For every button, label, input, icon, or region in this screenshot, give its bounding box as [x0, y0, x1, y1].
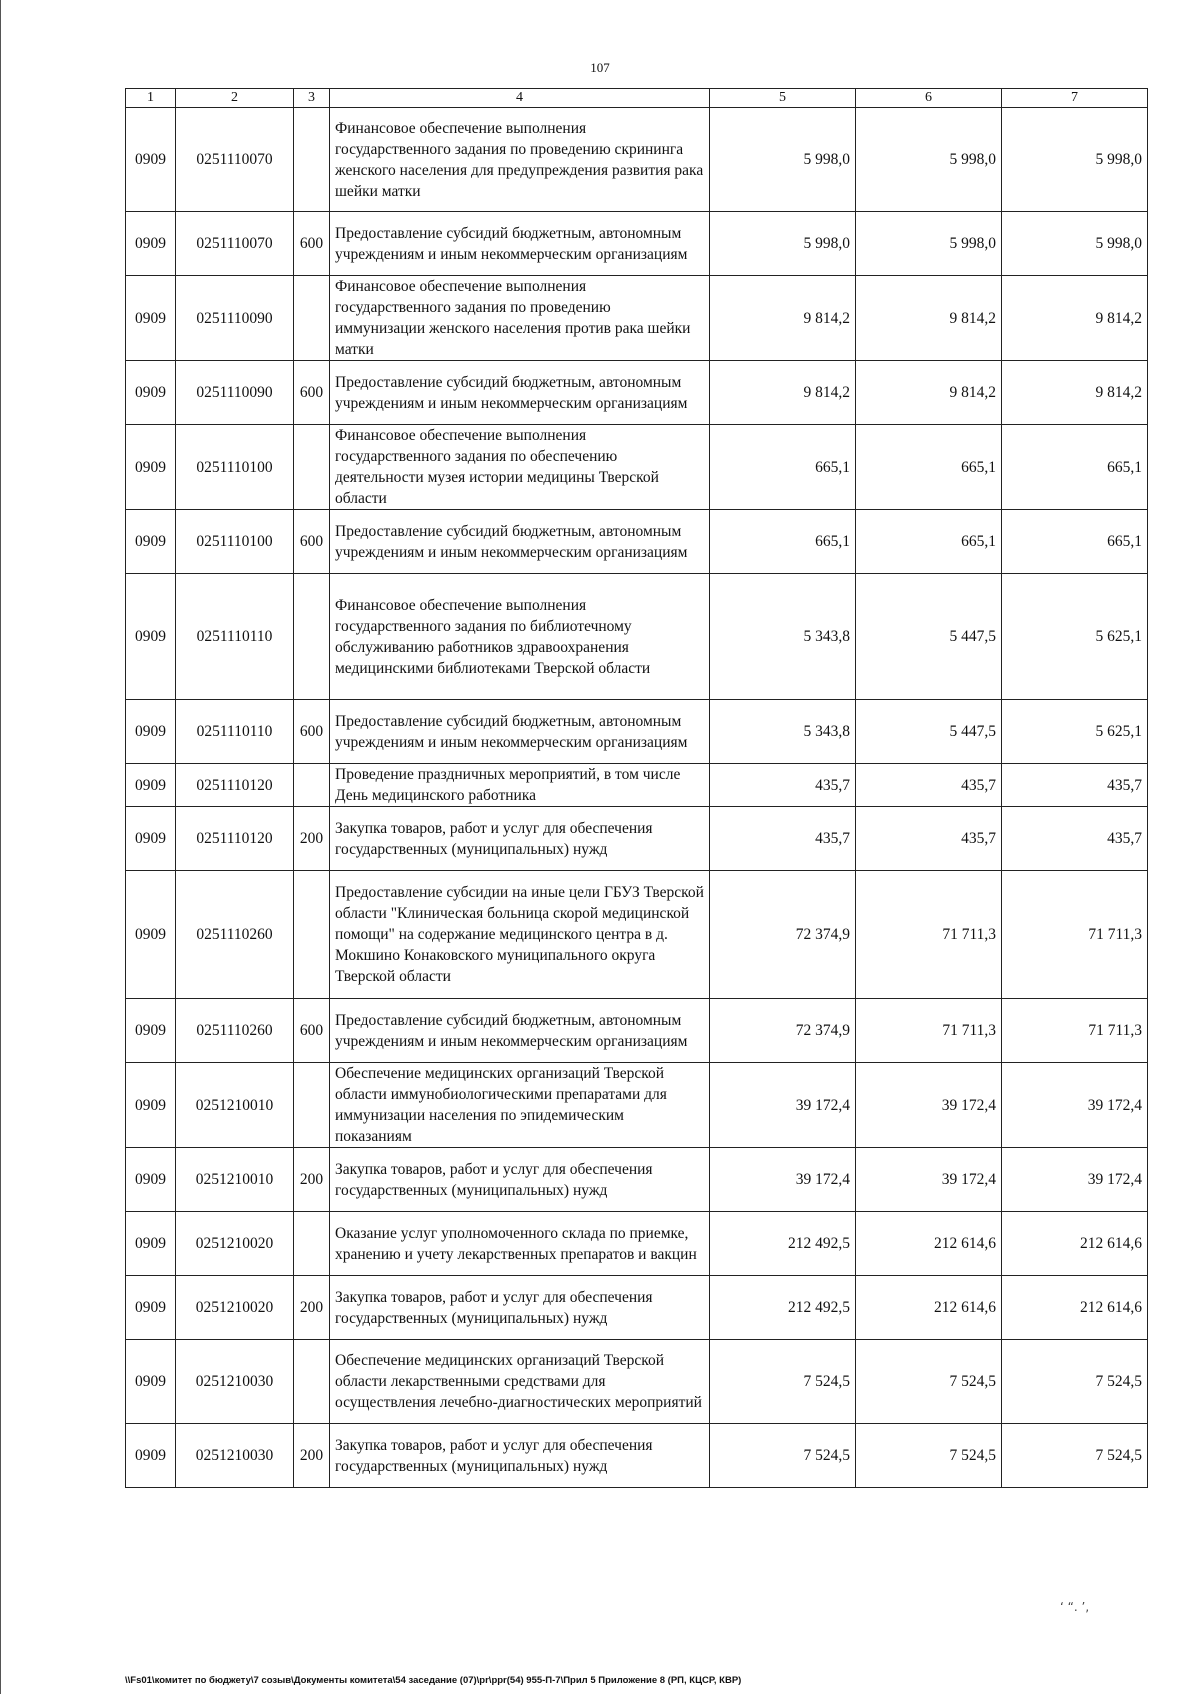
expense-type-cell: 600 [294, 700, 330, 764]
amount-col7-cell: 39 172,4 [1002, 1063, 1148, 1148]
target-article-cell: 0251210020 [176, 1276, 294, 1340]
expense-type-cell: 600 [294, 212, 330, 276]
amount-col5-cell: 9 814,2 [710, 276, 856, 361]
header-cell: 7 [1002, 89, 1148, 108]
section-code-cell: 0909 [126, 1276, 176, 1340]
target-article-cell: 0251110090 [176, 276, 294, 361]
header-row [126, 89, 1148, 108]
target-article-cell: 0251210010 [176, 1063, 294, 1148]
header-cell: 3 [294, 89, 330, 108]
expense-type-cell [294, 108, 330, 212]
amount-col7-cell: 435,7 [1002, 764, 1148, 807]
amount-col5-cell: 5 343,8 [710, 700, 856, 764]
amount-col7-cell: 39 172,4 [1002, 1148, 1148, 1212]
description-cell: Предоставление субсидий бюджетным, автономным учреждениям и иным некоммерческим организациям [330, 212, 710, 276]
amount-col6-cell: 212 614,6 [856, 1212, 1002, 1276]
expense-type-cell [294, 276, 330, 361]
section-code-cell: 0909 [126, 871, 176, 999]
table-row [126, 510, 1148, 574]
scan-edge [0, 0, 1, 1694]
target-article-cell: 0251110070 [176, 212, 294, 276]
section-code-cell: 0909 [126, 999, 176, 1063]
table-row [126, 276, 1148, 361]
table-row [126, 361, 1148, 425]
amount-col6-cell: 71 711,3 [856, 999, 1002, 1063]
section-code-cell: 0909 [126, 276, 176, 361]
expense-type-cell [294, 1063, 330, 1148]
amount-col7-cell: 7 524,5 [1002, 1424, 1148, 1488]
description-cell: Закупка товаров, работ и услуг для обеспечения государственных (муниципальных) нужд [330, 1424, 710, 1488]
table-row [126, 1424, 1148, 1488]
amount-col6-cell: 435,7 [856, 807, 1002, 871]
expense-type-cell: 200 [294, 1424, 330, 1488]
amount-col7-cell: 5 998,0 [1002, 108, 1148, 212]
expense-type-cell: 600 [294, 999, 330, 1063]
header-cell: 1 [126, 89, 176, 108]
table-row [126, 108, 1148, 212]
amount-col6-cell: 71 711,3 [856, 871, 1002, 999]
footer-file-path: \\Fs01\комитет по бюджету\7 созыв\Документы комитета\54 заседание (07)\pr\ppr(54) 955-П-7\Прил 5 Приложение 8 (РП, КЦСР, КВР) [125, 1675, 742, 1686]
description-cell: Предоставление субсидий бюджетным, автономным учреждениям и иным некоммерческим организациям [330, 510, 710, 574]
description-cell: Обеспечение медицинских организаций Тверской области лекарственными средствами для осуществления лечебно-диагностических мероприятий [330, 1340, 710, 1424]
description-cell: Предоставление субсидий бюджетным, автономным учреждениям и иным некоммерческим организациям [330, 700, 710, 764]
section-code-cell: 0909 [126, 212, 176, 276]
target-article-cell: 0251110120 [176, 764, 294, 807]
expense-type-cell [294, 574, 330, 700]
amount-col6-cell: 5 447,5 [856, 700, 1002, 764]
expense-type-cell [294, 1212, 330, 1276]
section-code-cell: 0909 [126, 764, 176, 807]
table-row [126, 999, 1148, 1063]
amount-col7-cell: 5 998,0 [1002, 212, 1148, 276]
description-cell: Финансовое обеспечение выполнения государственного задания по обеспечению деятельности музея истории медицины Тверской области [330, 425, 710, 510]
amount-col5-cell: 212 492,5 [710, 1212, 856, 1276]
table-row [126, 1148, 1148, 1212]
expense-type-cell: 600 [294, 361, 330, 425]
budget-table [125, 88, 1148, 1488]
section-code-cell: 0909 [126, 807, 176, 871]
target-article-cell: 0251110110 [176, 574, 294, 700]
amount-col6-cell: 39 172,4 [856, 1148, 1002, 1212]
header-cell: 5 [710, 89, 856, 108]
amount-col7-cell: 212 614,6 [1002, 1276, 1148, 1340]
description-cell: Оказание услуг уполномоченного склада по приемке, хранению и учету лекарственных препаратов и вакцин [330, 1212, 710, 1276]
amount-col7-cell: 71 711,3 [1002, 871, 1148, 999]
table-body [126, 108, 1148, 1488]
target-article-cell: 0251110110 [176, 700, 294, 764]
description-cell: Финансовое обеспечение выполнения государственного задания по проведению скрининга женского населения для предупреждения развития рака шейки матки [330, 108, 710, 212]
amount-col6-cell: 7 524,5 [856, 1424, 1002, 1488]
target-article-cell: 0251110100 [176, 425, 294, 510]
header-cell: 4 [330, 89, 710, 108]
description-cell: Закупка товаров, работ и услуг для обеспечения государственных (муниципальных) нужд [330, 1148, 710, 1212]
amount-col5-cell: 72 374,9 [710, 999, 856, 1063]
amount-col7-cell: 212 614,6 [1002, 1212, 1148, 1276]
amount-col5-cell: 435,7 [710, 807, 856, 871]
section-code-cell: 0909 [126, 510, 176, 574]
amount-col6-cell: 9 814,2 [856, 276, 1002, 361]
section-code-cell: 0909 [126, 700, 176, 764]
amount-col5-cell: 5 998,0 [710, 212, 856, 276]
table-row [126, 212, 1148, 276]
amount-col7-cell: 665,1 [1002, 510, 1148, 574]
target-article-cell: 0251110260 [176, 871, 294, 999]
amount-col6-cell: 212 614,6 [856, 1276, 1002, 1340]
expense-type-cell: 600 [294, 510, 330, 574]
expense-type-cell [294, 871, 330, 999]
table-row [126, 425, 1148, 510]
amount-col6-cell: 665,1 [856, 510, 1002, 574]
amount-col6-cell: 435,7 [856, 764, 1002, 807]
section-code-cell: 0909 [126, 108, 176, 212]
section-code-cell: 0909 [126, 425, 176, 510]
amount-col7-cell: 5 625,1 [1002, 574, 1148, 700]
target-article-cell: 0251110120 [176, 807, 294, 871]
amount-col5-cell: 72 374,9 [710, 871, 856, 999]
description-cell: Предоставление субсидий бюджетным, автономным учреждениям и иным некоммерческим организациям [330, 361, 710, 425]
amount-col5-cell: 39 172,4 [710, 1148, 856, 1212]
amount-col7-cell: 9 814,2 [1002, 276, 1148, 361]
table-row [126, 1340, 1148, 1424]
description-cell: Проведение праздничных мероприятий, в том числе День медицинского работника [330, 764, 710, 807]
table-row [126, 574, 1148, 700]
amount-col6-cell: 7 524,5 [856, 1340, 1002, 1424]
section-code-cell: 0909 [126, 1063, 176, 1148]
description-cell: Предоставление субсидий бюджетным, автономным учреждениям и иным некоммерческим организациям [330, 999, 710, 1063]
target-article-cell: 0251210030 [176, 1424, 294, 1488]
table-row [126, 807, 1148, 871]
expense-type-cell [294, 1340, 330, 1424]
target-article-cell: 0251210020 [176, 1212, 294, 1276]
target-article-cell: 0251210010 [176, 1148, 294, 1212]
amount-col6-cell: 665,1 [856, 425, 1002, 510]
target-article-cell: 0251110100 [176, 510, 294, 574]
description-cell: Обеспечение медицинских организаций Тверской области иммунобиологическими препаратами для иммунизации населения по эпидемическим показаниям [330, 1063, 710, 1148]
amount-col7-cell: 5 625,1 [1002, 700, 1148, 764]
amount-col5-cell: 665,1 [710, 425, 856, 510]
amount-col6-cell: 9 814,2 [856, 361, 1002, 425]
amount-col7-cell: 665,1 [1002, 425, 1148, 510]
table-row [126, 1276, 1148, 1340]
table-row [126, 1212, 1148, 1276]
section-code-cell: 0909 [126, 1424, 176, 1488]
amount-col6-cell: 39 172,4 [856, 1063, 1002, 1148]
section-code-cell: 0909 [126, 574, 176, 700]
amount-col5-cell: 5 343,8 [710, 574, 856, 700]
expense-type-cell [294, 764, 330, 807]
target-article-cell: 0251210030 [176, 1340, 294, 1424]
amount-col6-cell: 5 998,0 [856, 212, 1002, 276]
section-code-cell: 0909 [126, 361, 176, 425]
amount-col5-cell: 7 524,5 [710, 1424, 856, 1488]
amount-col7-cell: 71 711,3 [1002, 999, 1148, 1063]
amount-col5-cell: 665,1 [710, 510, 856, 574]
amount-col6-cell: 5 447,5 [856, 574, 1002, 700]
table-row [126, 700, 1148, 764]
table-row [126, 1063, 1148, 1148]
amount-col7-cell: 435,7 [1002, 807, 1148, 871]
description-cell: Предоставление субсидии на иные цели ГБУЗ Тверской области "Клиническая больница скорой медицинской помощи" на содержание медицинского центра в д. Мокшино Конаковского муниципального округа Тверской области [330, 871, 710, 999]
target-article-cell: 0251110070 [176, 108, 294, 212]
amount-col6-cell: 5 998,0 [856, 108, 1002, 212]
expense-type-cell: 200 [294, 1148, 330, 1212]
amount-col5-cell: 9 814,2 [710, 361, 856, 425]
description-cell: Закупка товаров, работ и услуг для обеспечения государственных (муниципальных) нужд [330, 1276, 710, 1340]
amount-col7-cell: 9 814,2 [1002, 361, 1148, 425]
table-row [126, 871, 1148, 999]
target-article-cell: 0251110260 [176, 999, 294, 1063]
expense-type-cell: 200 [294, 807, 330, 871]
expense-type-cell [294, 425, 330, 510]
amount-col7-cell: 7 524,5 [1002, 1340, 1148, 1424]
section-code-cell: 0909 [126, 1148, 176, 1212]
target-article-cell: 0251110090 [176, 361, 294, 425]
page-number: 107 [590, 60, 610, 75]
amount-col5-cell: 435,7 [710, 764, 856, 807]
amount-col5-cell: 39 172,4 [710, 1063, 856, 1148]
expense-type-cell: 200 [294, 1276, 330, 1340]
scan-marks: ‘ “. ’‚ [1060, 1600, 1090, 1614]
amount-col5-cell: 212 492,5 [710, 1276, 856, 1340]
amount-col5-cell: 7 524,5 [710, 1340, 856, 1424]
section-code-cell: 0909 [126, 1212, 176, 1276]
header-cell: 2 [176, 89, 294, 108]
amount-col5-cell: 5 998,0 [710, 108, 856, 212]
description-cell: Финансовое обеспечение выполнения государственного задания по проведению иммунизации женского населения против рака шейки матки [330, 276, 710, 361]
description-cell: Финансовое обеспечение выполнения государственного задания по библиотечному обслуживанию работников здравоохранения медицинскими библиотеками Тверской области [330, 574, 710, 700]
table-row [126, 764, 1148, 807]
header-cell: 6 [856, 89, 1002, 108]
description-cell: Закупка товаров, работ и услуг для обеспечения государственных (муниципальных) нужд [330, 807, 710, 871]
section-code-cell: 0909 [126, 1340, 176, 1424]
